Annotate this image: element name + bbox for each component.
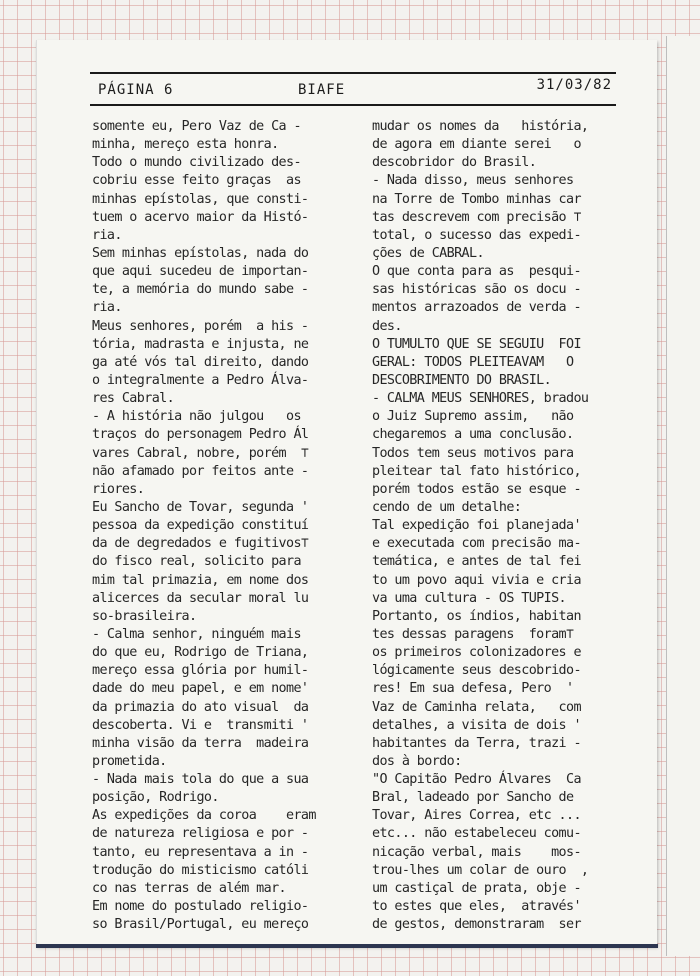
text-line: - CALMA MEUS SENHORES, bradou: [372, 391, 589, 407]
text-line: DESCOBRIMENTO DO BRASIL.: [372, 372, 552, 388]
text-line: Todos tem seus motivos para: [372, 445, 574, 461]
publication-title: BIAFE: [298, 82, 346, 98]
text-line: e executada com precisão ma-: [372, 536, 581, 552]
text-line: tas descrevem com precisão ⊤: [372, 209, 581, 225]
text-line: des.: [372, 318, 402, 334]
text-line: de gestos, demonstraram ser: [372, 917, 581, 933]
text-line: Em nome do postulado religio-: [92, 899, 309, 915]
text-line: dade do meu papel, e em nome': [92, 681, 309, 697]
text-line: to um povo aqui vivia e cria: [372, 572, 581, 588]
text-line: porém todos estão se esque -: [372, 481, 581, 497]
text-line: de agora em diante serei o: [372, 137, 581, 153]
text-line: chegaremos a uma conclusão.: [372, 427, 574, 443]
text-line: de natureza religiosa e por -: [92, 826, 309, 842]
text-line: Portanto, os índios, habitan: [372, 608, 581, 624]
text-line: pleitear tal fato histórico,: [372, 463, 581, 479]
text-line: mentos arrazoados de verda -: [372, 300, 581, 316]
text-line: nicação verbal, mais mos-: [372, 844, 581, 860]
text-line: res Cabral.: [92, 391, 175, 407]
text-line: - Nada mais tola do que a sua: [92, 772, 309, 788]
text-line: Vaz de Caminha relata, com: [372, 699, 581, 715]
text-line: lógicamente seus descobrido-: [372, 663, 581, 679]
text-line: cobriu esse feito graças as: [92, 173, 301, 189]
text-line: um castiçal de prata, obje -: [372, 880, 581, 896]
text-line: va uma cultura - OS TUPIS.: [372, 590, 567, 606]
text-line: As expedições da coroa eram: [92, 808, 316, 824]
text-line: te, a memória do mundo sabe -: [92, 282, 309, 298]
publication-date: 31/03/82: [536, 77, 612, 93]
text-line: Eu Sancho de Tovar, segunda ': [92, 499, 309, 515]
text-line: traços do personagem Pedro Ál: [92, 427, 309, 443]
text-line: pessoa da expedição constituí: [92, 518, 309, 534]
text-line: o Juiz Supremo assim, não: [372, 409, 574, 425]
text-line: to estes que eles, através': [372, 899, 581, 915]
text-line: - Nada disso, meus senhores: [372, 173, 574, 189]
text-line: descobridor do Brasil.: [372, 155, 537, 171]
text-line: so Brasil/Portugal, eu mereço: [92, 917, 309, 933]
text-line: ria.: [92, 227, 122, 243]
text-line: descoberta. Vi e transmiti ': [92, 717, 309, 733]
text-line: tuem o acervo maior da Histó-: [92, 209, 309, 225]
text-line: detalhes, a visita de dois ': [372, 717, 581, 733]
page-header: [90, 72, 616, 106]
text-line: tes dessas paragens foram⊤: [372, 626, 574, 642]
text-line: que aqui sucedeu de importan-: [92, 264, 309, 280]
adjacent-page-edge: [666, 36, 700, 956]
text-line: - A história não julgou os: [92, 409, 301, 425]
text-line: trodução do misticismo católi: [92, 862, 309, 878]
text-line: mim tal primazia, em nome dos: [92, 572, 309, 588]
text-line: ções de CABRAL.: [372, 245, 484, 261]
text-line: O TUMULTO QUE SE SEGUIU FOI: [372, 336, 581, 352]
text-line: O que conta para as pesqui-: [372, 264, 581, 280]
text-line: total, o sucesso das expedi-: [372, 227, 581, 243]
text-line: sas históricas são os docu -: [372, 282, 581, 298]
text-line: somente eu, Pero Vaz de Ca -: [92, 119, 301, 134]
text-line: ga até vós tal direito, dando: [92, 354, 309, 370]
text-line: do fisco real, solicito para: [92, 554, 301, 570]
text-line: minha, mereço esta honra.: [92, 137, 279, 153]
text-line: na Torre de Tombo minhas car: [372, 191, 581, 207]
text-line: co nas terras de além mar.: [92, 880, 287, 896]
text-line: etc... não estabeleceu comu-: [372, 826, 581, 842]
text-line: temática, e antes de tal fei: [372, 554, 581, 570]
text-line: minha visão da terra madeira: [92, 735, 309, 751]
text-line: Meus senhores, porém a his -: [92, 318, 309, 334]
text-line: da de degredados e fugitivos⊤: [92, 536, 309, 552]
text-line: prometida.: [92, 753, 167, 769]
text-line: mereço essa glória por humil-: [92, 663, 309, 679]
text-line: Tovar, Aires Correa, etc ...: [372, 808, 581, 824]
text-line: tória, madrasta e injusta, ne: [92, 336, 309, 352]
text-line: cendo de um detalhe:: [372, 499, 522, 515]
text-line: tanto, eu representava a in -: [92, 844, 309, 860]
text-line: trou-lhes um colar de ouro ,: [372, 862, 589, 878]
page-number-label: PÁGINA 6: [98, 82, 174, 98]
text-line: não afamado por feitos ante -: [92, 463, 309, 479]
text-line: - Calma senhor, ninguém mais: [92, 626, 301, 642]
text-line: Sem minhas epístolas, nada do: [92, 245, 309, 261]
text-line: do que eu, Rodrigo de Triana,: [92, 645, 309, 661]
text-line: da primazia do ato visual da: [92, 699, 309, 715]
text-line: Bral, ladeado por Sancho de: [372, 790, 574, 806]
text-line: riores.: [92, 481, 145, 497]
text-line: alicerces da secular moral lu: [92, 590, 309, 606]
text-line: mudar os nomes da história,: [372, 119, 589, 134]
left-text-column: [92, 118, 354, 934]
text-line: "O Capitão Pedro Álvares Ca: [372, 772, 581, 788]
text-line: Tal expedição foi planejada': [372, 518, 581, 534]
text-line: o integralmente a Pedro Álva-: [92, 372, 309, 388]
right-text-column: [372, 118, 624, 934]
text-line: posição, Rodrigo.: [92, 790, 219, 806]
text-line: res! Em sua defesa, Pero ': [372, 681, 574, 697]
text-line: minhas epístolas, que consti-: [92, 191, 309, 207]
text-line: so-brasileira.: [92, 608, 197, 624]
text-line: ria.: [92, 300, 122, 316]
text-line: habitantes da Terra, trazi -: [372, 735, 581, 751]
text-line: GERAL: TODOS PLEITEAVAM O: [372, 354, 574, 370]
page-bottom-edge: [36, 944, 658, 948]
text-line: vares Cabral, nobre, porém ⊤: [92, 445, 309, 461]
text-line: dos à bordo:: [372, 753, 462, 769]
text-line: Todo o mundo civilizado des-: [92, 155, 301, 171]
text-line: os primeiros colonizadores e: [372, 645, 581, 661]
